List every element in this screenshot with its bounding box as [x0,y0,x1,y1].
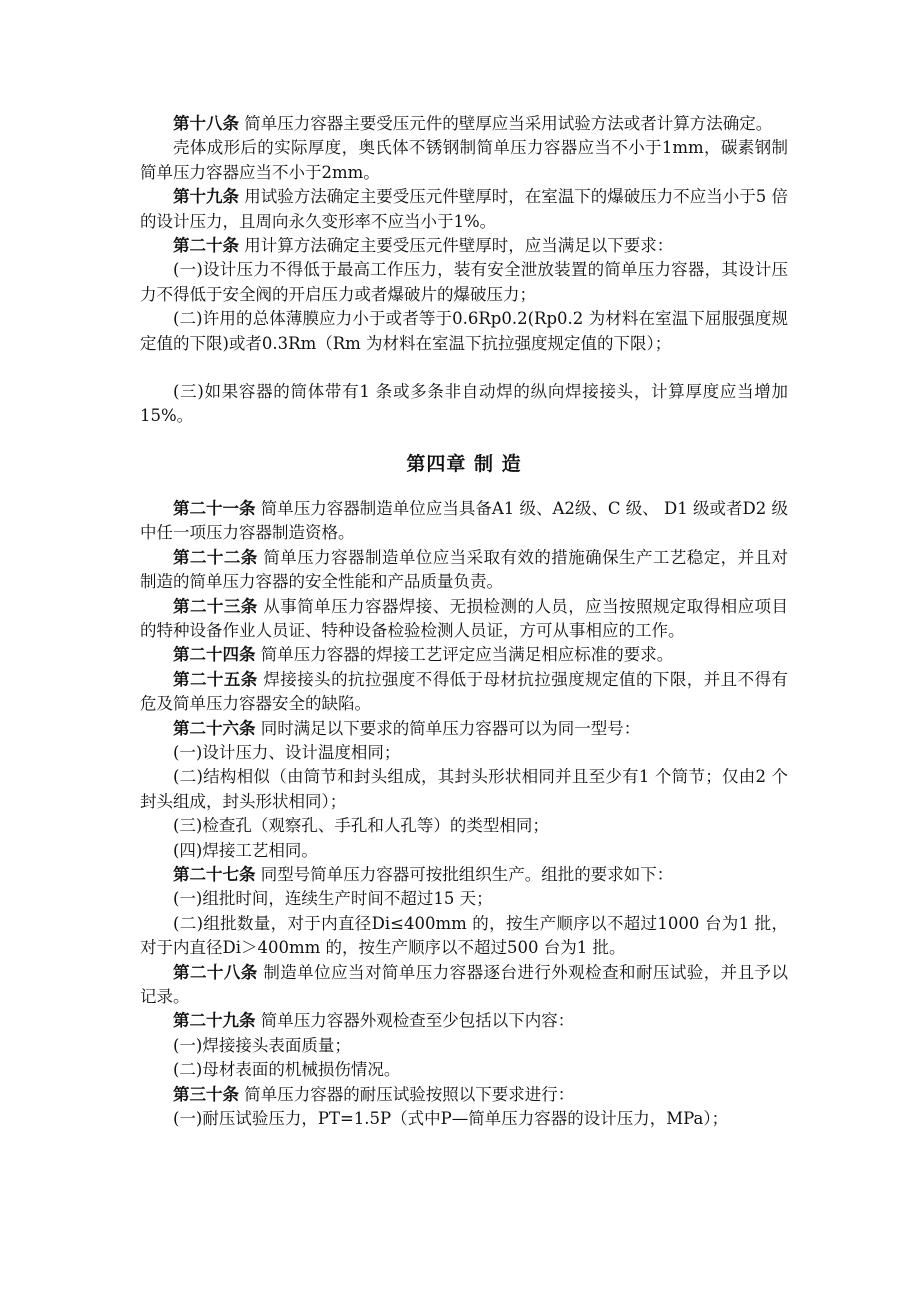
article-number: 第十九条 [173,187,239,207]
article-number: 第二十三条 [173,596,258,616]
paragraph-text: 同时满足以下要求的简单压力容器可以为同一型号： [255,718,641,738]
paragraph-text: 简单压力容器外观检查至少包括以下内容： [255,1011,575,1031]
article-number: 第二十八条 [173,962,258,982]
paragraph-text: (一)焊接接头表面质量； [173,1035,351,1055]
paragraph-text: 简单压力容器制造单位应当采取有效的措施确保生产工艺稳定，并且对制造的简单压力容器的安全性能和产品质量负责。 [140,547,788,592]
section-articles-21-30 [140,497,788,1132]
section-articles-18-20 [140,112,788,356]
paragraph-text: 制造单位应当对简单压力容器逐台进行外观检查和耐压试验，并且予以记录。 [140,962,788,1006]
paragraph-text: 简单压力容器的耐压试验按照以下要求进行： [239,1084,575,1104]
article-paragraph [140,185,788,234]
paragraph-text: (三)检查孔（观察孔、手孔和人孔等）的类型相同； [173,816,549,836]
article-paragraph [140,863,788,887]
paragraph-text: (二)母材表面的机械损伤情况。 [173,1060,401,1080]
paragraph-text: (一)组批时间，连续生产时间不超过15 天； [173,889,493,909]
article-number: 第十八条 [173,114,239,133]
article-paragraph [140,546,788,595]
chapter-title: 第四章 制 造 [406,452,522,475]
paragraph-text: 同型号简单压力容器可按批组织生产。组批的要求如下： [255,864,674,884]
article-number: 第二十一条 [173,498,256,518]
article-paragraph [140,1083,788,1107]
paragraph-text: (一)设计压力、设计温度相同； [173,742,401,762]
paragraph-text: 用试验方法确定主要受压元件壁厚时，在室温下的爆破压力不应当小于5 倍的设计压力，且周向永久变形率不应当小于1%。 [140,187,788,231]
paragraph-text: (一)耐压试验压力，PT=1.5P（式中P—简单压力容器的设计压力，MPa）； [173,1109,729,1129]
article-paragraph [140,497,788,546]
article-paragraph [140,595,788,644]
clause-paragraph [140,258,788,307]
article-paragraph [140,1009,788,1033]
clause-paragraph [140,1107,788,1131]
article-paragraph [140,112,788,136]
clause-paragraph [140,1034,788,1058]
article-number: 第二十二条 [173,547,258,567]
article-number: 第二十七条 [173,864,256,884]
paragraph-text: 简单压力容器主要受压元件的壁厚应当采用试验方法或者计算方法确定。 [239,114,773,133]
article-paragraph [140,643,788,667]
section-article-20-item-3 [140,380,788,429]
clause-paragraph [140,741,788,765]
article-number: 第二十六条 [173,718,256,738]
article-paragraph [140,668,788,717]
paragraph-text: (二)结构相似（由筒节和封头组成，其封头形状相同并且至少有1 个筒节；仅由2 个封头组成，封头形状相同）； [140,767,788,811]
article-paragraph [140,717,788,741]
paragraph-text: 壳体成形后的实际厚度，奥氏体不锈钢制简单压力容器应当不小于1mm，碳素钢制简单压力容器应当不小于2mm。 [140,138,788,182]
article-number: 第二十九条 [173,1011,256,1031]
clause-paragraph [140,839,788,863]
clause-paragraph [140,380,788,429]
article-number: 第二十条 [173,236,239,256]
clause-paragraph [140,814,788,838]
article-number: 第三十条 [173,1084,239,1104]
paragraph-text: (二)许用的总体薄膜应力小于或者等于0.6Rp0.2(Rp0.2 为材料在室温下屈服强度规定值的下限)或者0.3Rm（Rm 为材料在室温下抗拉强度规定值的下限）； [140,309,788,353]
clause-paragraph [140,887,788,911]
clause-paragraph [140,307,788,356]
paragraph-text: 从事简单压力容器焊接、无损检测的人员，应当按照规定取得相应项目的特种设备作业人员证、特种设备检验检测人员证，方可从事相应的工作。 [140,596,788,640]
paragraph-text: 焊接接头的抗拉强度不得低于母材抗拉强度规定值的下限，并且不得有危及简单压力容器安全的缺陷。 [140,669,788,714]
clause-paragraph [140,912,788,961]
paragraph-text: (一)设计压力不得低于最高工作压力，装有安全泄放装置的简单压力容器，其设计压力不得低于安全阀的开启压力或者爆破片的爆破压力； [140,260,788,304]
paragraph-text: 简单压力容器制造单位应当具备A1 级、A2级、C 级、 D1 级或者D2 级中任一项压力容器制造资格。 [140,498,789,543]
clause-paragraph [140,765,788,814]
paragraph-text: (二)组批数量，对于内直径Di≤400mm 的，按生产顺序以不超过1000 台为1 批，对于内直径Di＞400mm 的，按生产顺序以不超过500 台为1 批。 [140,913,788,958]
document-body [140,112,788,1131]
paragraph-text: 用计算方法确定主要受压元件壁厚时，应当满足以下要求： [239,236,674,256]
paragraph-gap [140,356,788,380]
clause-paragraph [140,1058,788,1082]
article-paragraph [140,961,788,1010]
article-number: 第二十四条 [173,645,256,665]
clause-paragraph [140,136,788,185]
paragraph-text: (四)焊接工艺相同。 [173,840,318,860]
article-number: 第二十五条 [173,669,258,689]
paragraph-text: (三)如果容器的筒体带有1 条或多条非自动焊的纵向焊接接头，计算厚度应当增加15%。 [140,382,788,426]
paragraph-text: 简单压力容器的焊接工艺评定应当满足相应标准的要求。 [255,645,674,665]
article-paragraph [140,234,788,258]
